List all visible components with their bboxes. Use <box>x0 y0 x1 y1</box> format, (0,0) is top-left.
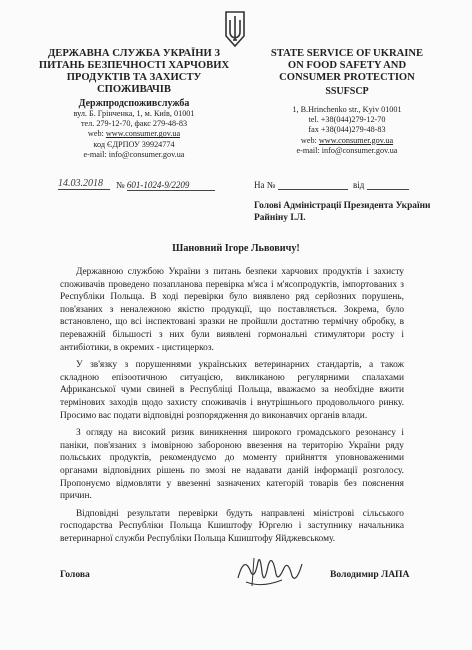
letter-body <box>60 266 404 550</box>
registration-row <box>58 180 448 194</box>
right-header-address: 1, B.Hrinchenko str., Kyiv 01001 <box>292 105 402 114</box>
left-header-email[interactable]: e-mail: info@consumer.gov.ua <box>83 149 185 159</box>
left-header-short-name: Держпродспоживслужба <box>78 98 190 109</box>
paragraph-1: Державною службою України з питань безпеки харчових продуктів і захисту споживачів проведено позапланова перевірка м'яса і м'ясопродуктів, імпортованих з Республіки Польща. В ході перевірки було виявлено ряд серйозних порушень, пов'язаних з неналежною якістю продукції, що поставляється. Зокрема, було встановлено, що всі інспектовані зразки не пройшли достатню термічну обробку, в переважній більшості з них були виявлені гормональні стимулятори росту і антибіотики, в окремих - цистицеркоз. <box>60 267 404 353</box>
left-header-code: код ЄДРПОУ 39924774 <box>93 139 175 149</box>
signatory-name: Володимир ЛАПА <box>330 569 410 580</box>
left-header-phone: тел. 279-12-70, факс 279-48-83 <box>80 119 188 129</box>
paragraph-4: Відповідні результати перевірки будуть направлені міністрові сільського господарства Республіки Польща Кшиштофу Юргелю і заступнику начальника ветеринарної служби Республіки Польща Кшиштофу Яйджевському. <box>60 508 404 544</box>
handwritten-signature <box>232 548 312 592</box>
right-header-title: STATE SERVICE OF UKRAINE ON FOOD SAFETY AND CONSUMER PROTECTION <box>270 48 424 83</box>
right-header-web-link[interactable]: www.consumer.gov.ua <box>318 135 394 145</box>
left-header-address: вул. Б. Грінченка, 1, м. Київ, 01001 <box>73 109 195 118</box>
handwritten-date: 14.03.2018 <box>58 178 110 190</box>
vid-label: від <box>353 180 365 190</box>
number-value: 601-1024-9/2209 <box>127 180 215 191</box>
addressee: Голові Адміністрації Президента України Райнiну І.Л. <box>254 201 431 223</box>
left-header <box>34 48 234 160</box>
vid-blank-line <box>367 180 409 190</box>
signatory-title: Голова <box>60 569 90 580</box>
left-header-web-link[interactable]: www.consumer.gov.ua <box>105 129 181 139</box>
right-header-phone: tel. +38(044)279-12-70 <box>308 115 386 125</box>
number-prefix: № <box>116 180 127 190</box>
right-header-web-prefix: web: <box>300 135 319 145</box>
outgoing-number <box>116 180 215 191</box>
right-header-web-row <box>262 136 432 146</box>
paragraph-3: З огляду на високий ризик виникнення широкого громадського резонансу і паніки, пов'язаних з імовірною забороною ввезення на територію України ряду польських продуктів, рекомендуємо до моменту прийняття уповноваженими органами відповідних рішень по змозі не надавати даній інформації розголосу. Пропонуємо відмовляти у ввезенні зазначених категорій товарів без пояснення причин. <box>60 428 404 502</box>
reference-number <box>254 180 348 190</box>
right-header-fax: fax +38(044)279-48-83 <box>308 125 386 135</box>
left-header-title: ДЕРЖАВНА СЛУЖБА УКРАЇНИ З ПИТАНЬ БЕЗПЕЧНОСТІ ХАРЧОВИХ ПРОДУКТІВ ТА ЗАХИСТУ СПОЖИВАЧІВ <box>38 48 230 95</box>
right-header-email[interactable]: e-mail: info@consumer.gov.ua <box>296 145 398 155</box>
left-header-web-prefix: web: <box>87 129 106 139</box>
trident-emblem-icon <box>224 10 246 48</box>
right-header-short-name: SSUFSCP <box>325 86 369 97</box>
reference-date <box>353 180 409 190</box>
right-header <box>262 48 432 156</box>
na-blank-line <box>278 180 348 190</box>
greeting: Шановний Ігоре Львовичу! <box>172 243 300 254</box>
paragraph-2: У зв'язку з порушеннями українських ветеринарних стандартів, а також складною епізоотичною ситуацією, викликаною регулярними спалахами Африканської чуми свиней в Республіці Польща, вважаємо за необхідне вжити термінових заходів щодо захисту споживачів і внутрішнього продовольчого ринку. Просимо вас подати відповідні розпорядження до виконавчих органів влади. <box>60 360 404 421</box>
na-label: На № <box>254 180 276 190</box>
left-header-web-row <box>34 129 234 139</box>
